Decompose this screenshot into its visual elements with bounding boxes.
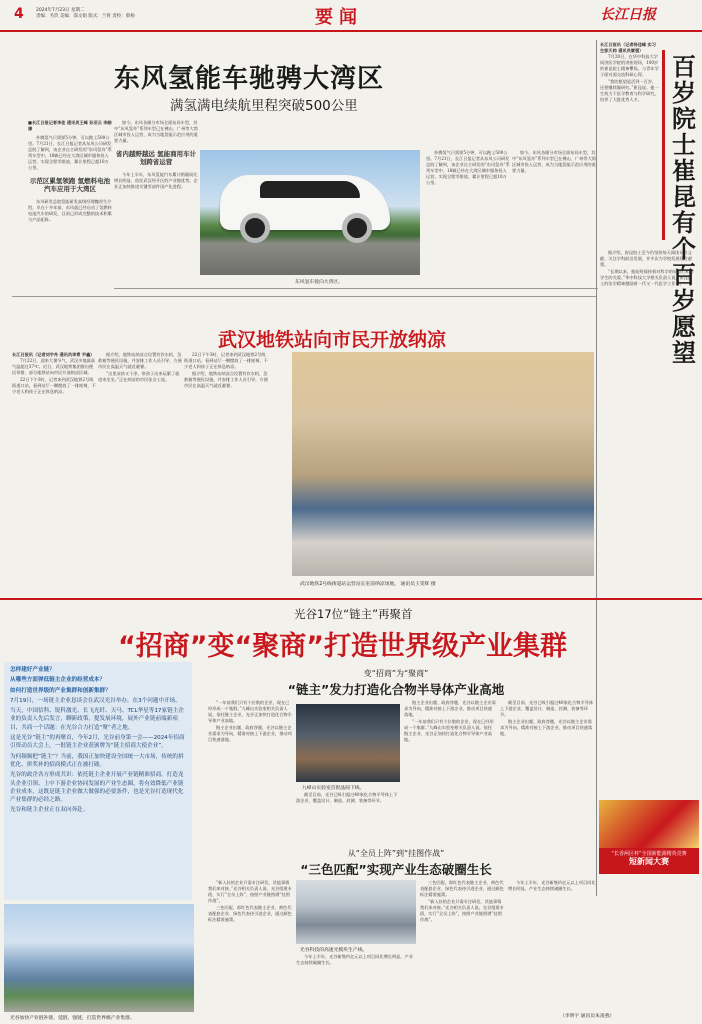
story2-photo-caption: 武汉地铁2号线街道站运营站长室前纳凉场地。 通讯员王雯辉 摄 [300, 582, 436, 587]
story3-col-b2 [296, 954, 416, 1020]
ad-line-1: “长香两区杯”全国新能源精英竞赛 [611, 851, 687, 857]
section-title: 要闻 [315, 7, 363, 28]
paragraph: 7月20日，在华中科技大学同济医学院的讲座现场，100岁的崔昆院士精神矍铄，与青年学子面对面交流科研心得。 [600, 54, 659, 77]
ad-banner-image [599, 800, 699, 848]
story2-col3 [184, 352, 268, 622]
story1-byline: ■长江日报记者李佳 通讯员王峰 孙亚云 李皓谦 [28, 120, 112, 131]
issue-date: 2024年7月23日 星期二 [36, 8, 85, 13]
paragraph: 扑腾氢气只需要5分钟，可以跑上500公里。7月21日，长江日报记者从东风公司研发总院了解到，该企业自主研发的“东风氢舟”系列车型中，18辆已经在大湾区城市服务投入运营，实现全程零排放，累计里程已超10万公里。 [426, 150, 510, 185]
story1-subheadline: 满氢满电续航里程突破500公里 [170, 98, 358, 114]
car-illustration [220, 175, 390, 230]
story3-lead-box [4, 662, 192, 900]
lead-question: 怎样建好产业链？ [10, 667, 55, 673]
story1-photo-caption: 东风氢车驶向大湾区。 [295, 280, 343, 285]
lead-paragraph: 当天，中国信科、锐科激光、长飞光纤、天马、TCL华星等17家链主企业的负责人先后发言，聊新政策，提发展环境，展外产业链前端新项目，共商一个话题：在光谷合力打造“聚”者之地。 [10, 708, 184, 731]
story3-col-b4 [508, 880, 596, 1010]
paragraph: 如今，东风各细分市场全面布局车型，其中“东风氢舟”系列车型已在佛山、广州等大湾区城市投入运营，成为当地氢能示范应用的重要力量。 [114, 120, 198, 143]
masthead-rule [0, 30, 702, 32]
story3-col-b1 [208, 880, 292, 1020]
paragraph: 今年上半年，东风氢能汽车累计销量同比增长明显，依托武汉经开区的产业链优势，企业正加快推进关键零部件国产化进程。 [114, 172, 198, 189]
paragraph: “新入驻的企业只需专注研发，其他事情我们来对接。”光谷相关负责人说。光谷组建专班，实行“全员上阵”，按照产业链图谱“挂图作战”。 [420, 899, 504, 922]
story2-col1 [12, 352, 96, 622]
story2-headline: 武汉地铁站向市民开放纳凉 [218, 329, 447, 351]
story3-credit: （李明宇 通讯员朱凌燕） [560, 1014, 615, 1019]
divider [114, 288, 598, 289]
paragraph: 7月22日，迎来大暑节气，武汉多地最高气温超过37℃。近日，武汉地铁集团推出便民举措，部分地铁站向市民开放纳凉区域。 [12, 358, 95, 375]
subsection-b-title: “三色匹配”实现产业生态破圈生长 [300, 862, 492, 877]
paragraph: 22日下午3时，记者来到武汉地铁2号线街道口站，看到站厅一侧摆放了一排座椅，不少老人和孩子正在休息纳凉。 [12, 377, 96, 394]
lead-paragraph: 7月19日，一场链主企业恳谈会在武汉光谷举办，在3个问题中开场。 [10, 697, 181, 704]
lead-paragraph: 光谷和链主企业正在双向奔赴。 [10, 807, 89, 814]
story2-col2 [98, 352, 182, 622]
section-rule [0, 598, 702, 600]
subsection-a-title: “链主”发力打造化合物半导体产业高地 [287, 682, 505, 697]
story3-col-a1 [208, 700, 292, 850]
paragraph: 如今，东风各细分市场全面布局车型，其中“东风氢舟”系列车型已在佛山、广州等大湾区城市投入运营，成为当地氢能示范应用的重要力量。 [512, 150, 596, 173]
subsection-b-kicker: 从“全员上阵”到“挂图作战” [347, 849, 445, 858]
paragraph: 东风研发总院氢能研发高级经理魏晋生介绍，早在十多年前，东风就已经启动了氢燃料电池汽车的研发，目前已形成完整的技术积累与产品矩阵。 [28, 199, 112, 222]
ad-banner[interactable] [599, 848, 699, 874]
paragraph: “一年前我们只有个位数的企业，现在已经形成一个集群。”九峰山实验室相关负责人说。依托链主企业，光谷正加快打造化合物半导体产业高地。 [404, 719, 494, 742]
side-title-bar [662, 50, 665, 240]
story1-photo [200, 150, 420, 275]
dateline [36, 8, 135, 20]
story3-col-b3 [420, 880, 504, 1020]
story3-city-caption: 光谷加快产业链补链、延链、强链，打造世界级产业集群。 [10, 1016, 135, 1021]
lead-paragraph: 为何频频把“链主”？当前，我国正加快建设全国统一大市场，传统的拼优化、拼奖补的招商模式正在被打破。 [10, 753, 184, 768]
paragraph: “长期以来，他始终保持着对科学的好奇心和对学生的关爱。”华中科技大学相关负责人说，崔昆院士的治学精神激励着一代又一代医学工作者。 [600, 269, 694, 286]
side-byline: 长江日报讯（记者杨佳峰 实习生彭天帅 通讯员覃强） [600, 42, 656, 53]
paragraph: “一年前我们只有个位数的企业，现在已经形成一个集群。”九峰山实验室相关负责人说。依托链主企业，光谷正加快打造化合物半导体产业高地。 [208, 700, 292, 723]
story1-col4 [512, 150, 596, 290]
story1-headline: 东风氢能车驰骋大湾区 [114, 64, 385, 94]
story1-subhead-2: 省内越野越远 氢能商用车计划跨省运营 [115, 150, 197, 166]
side-vertical-headline: 百岁院士崔昆有个百岁愿望 [672, 53, 696, 367]
car-wheel [342, 213, 372, 243]
paragraph: 据介绍，地铁站纳凉点设置有饮水机、急救箱等便民设施，并安排工作人员引导，方便市民在高温天气就近避暑。 [184, 371, 268, 388]
paragraph: 截至目前，光谷已吸引超过40家化合物半导体上下游企业，覆盖设计、制造、封测、装备等环节。 [296, 792, 398, 803]
paragraph: 据介绍，崔昆院士至今仍坚持每天阅读专业文献，关注学科前沿发展，并多次为学校发展建言献策。 [600, 250, 693, 267]
paragraph: 今年上半年，光谷新签约亿元以上项目同比增长明显，产业生态持续破圈生长。 [296, 954, 413, 965]
car-wheel [240, 213, 270, 243]
paragraph: 22日下午3时，记者来到武汉地铁2号线街道口站，看到站厅一侧摆放了一排座椅，不少老人和孩子正在休息纳凉。 [184, 352, 268, 369]
side-story-col1 [600, 42, 660, 242]
paragraph: 三色匹配，即红色代表链主企业、黄色代表配套企业、绿色代表待引进企业，通过颜色标注精准施策。 [208, 905, 292, 922]
lead-question: 如何打造世界级的产业集群和创新集群？ [10, 687, 111, 694]
story1-col2 [114, 120, 198, 340]
paragraph: “这里凉快又干净，带孩子出来玩累了就进来坐坐。”正在纳凉的市民张女士说。 [98, 371, 180, 382]
newspaper-logo: 长江日报 [600, 7, 656, 23]
story2-photo [292, 352, 594, 576]
side-story-col2 [600, 250, 696, 790]
editors-line: 责编：毛玖 美编：邵文娟 版式：兰将 责校：蔡杨 [36, 14, 135, 19]
story3-col-a3 [404, 700, 496, 850]
story3-city-photo [4, 904, 194, 1012]
paragraph: 三色匹配，即红色代表链主企业、黄色代表配套企业、绿色代表待引进企业，通过颜色标注精准施策。 [420, 880, 504, 897]
paragraph: “我的愿望是活到一百岁，还要继续做研究。”崔昆说。他一生致力于医学教育与科学研究，培养了大批优秀人才。 [600, 79, 659, 102]
column-rule [596, 40, 597, 896]
paragraph: 链主企业出题、政府答题，光谷以链主企业需求为导向，精准对接上下游企业，推动项目快速落地。 [500, 719, 593, 736]
story1-subhead-1: 示范区累氢领跑 氢燃料电池汽车应用于大湾区 [29, 177, 111, 193]
lead-paragraph: 光谷的政企各方形成共识：依托链主企业开展产业链精准招商，打造龙头企业引领、上中下游企业协同发展的产业生态圈，将有效降低产业链企业成本，这既是链主企业做大做强的必要条件，也是光谷打造现代化产业集群的必经之路。 [10, 772, 184, 804]
subsection-a-kicker: 变“招商”为“聚商” [363, 669, 429, 678]
paragraph: “新入驻的企业只需专注研发，其他事情我们来对接。”光谷相关负责人说。光谷组建专班，实行“全员上阵”，按照产业链图谱“挂图作战”。 [208, 880, 292, 903]
paragraph: 链主企业出题、政府答题，光谷以链主企业需求为导向，精准对接上下游企业，推动项目快速落地。 [208, 725, 292, 742]
paragraph: 截至目前，光谷已吸引超过40家化合物半导体上下游企业，覆盖设计、制造、封测、装备等环节。 [500, 700, 593, 717]
paragraph: 今年上半年，光谷新签约亿元以上项目同比增长明显，产业生态持续破圈生长。 [508, 880, 596, 891]
story3-col-a4 [500, 700, 594, 850]
story1-col3 [426, 150, 510, 290]
paragraph: 据介绍，地铁站纳凉点设置有饮水机、急救箱等便民设施，并安排工作人员引导，方便市民在高温天气就近避暑。 [98, 352, 182, 369]
story3-lab-photo [296, 704, 400, 782]
story3-rubric: 光谷17位“链主”再聚首 [294, 607, 413, 621]
story2-byline: 长江日报讯（记者刘宇舟 通讯员李青 尹鑫） [12, 352, 95, 357]
divider [12, 296, 596, 297]
lead-paragraph: 这是光谷“链主”的再聚首，今年2月，光谷前身第一会——2024年招商引资动员大会上，一批链主企业获颁牌为“链主招商大使企业”。 [10, 735, 185, 750]
paragraph: 链主企业出题、政府答题，光谷以链主企业需求为导向，精准对接上下游企业，推动项目快速落地。 [404, 700, 496, 717]
story3-lab-caption: 九峰山实验室首批晶圆下线。 [302, 786, 365, 791]
lead-question: 从哪些方面弹低链主企业的经营成本？ [10, 677, 106, 684]
page-number: 4 [14, 6, 24, 22]
ad-line-2: 短新闻大赛 [629, 857, 669, 866]
story3-factory-caption: 光谷科技的高速光模块生产线。 [300, 948, 368, 953]
story3-col-a2 [296, 792, 400, 850]
story3-factory-photo [296, 880, 416, 944]
story3-headline: “招商”变“聚商”打造世界级产业集群 [118, 631, 567, 662]
car-window [260, 181, 360, 198]
paragraph: 扑腾氢气只需要5分钟，可以跑上500公里。7月21日，长江日报记者从东风公司研发总院了解到，该企业自主研发的“东风氢舟”系列车型中，18辆已经在大湾区城市服务投入运营，实现全程零排放，累计里程已超10万公里。 [28, 135, 112, 170]
